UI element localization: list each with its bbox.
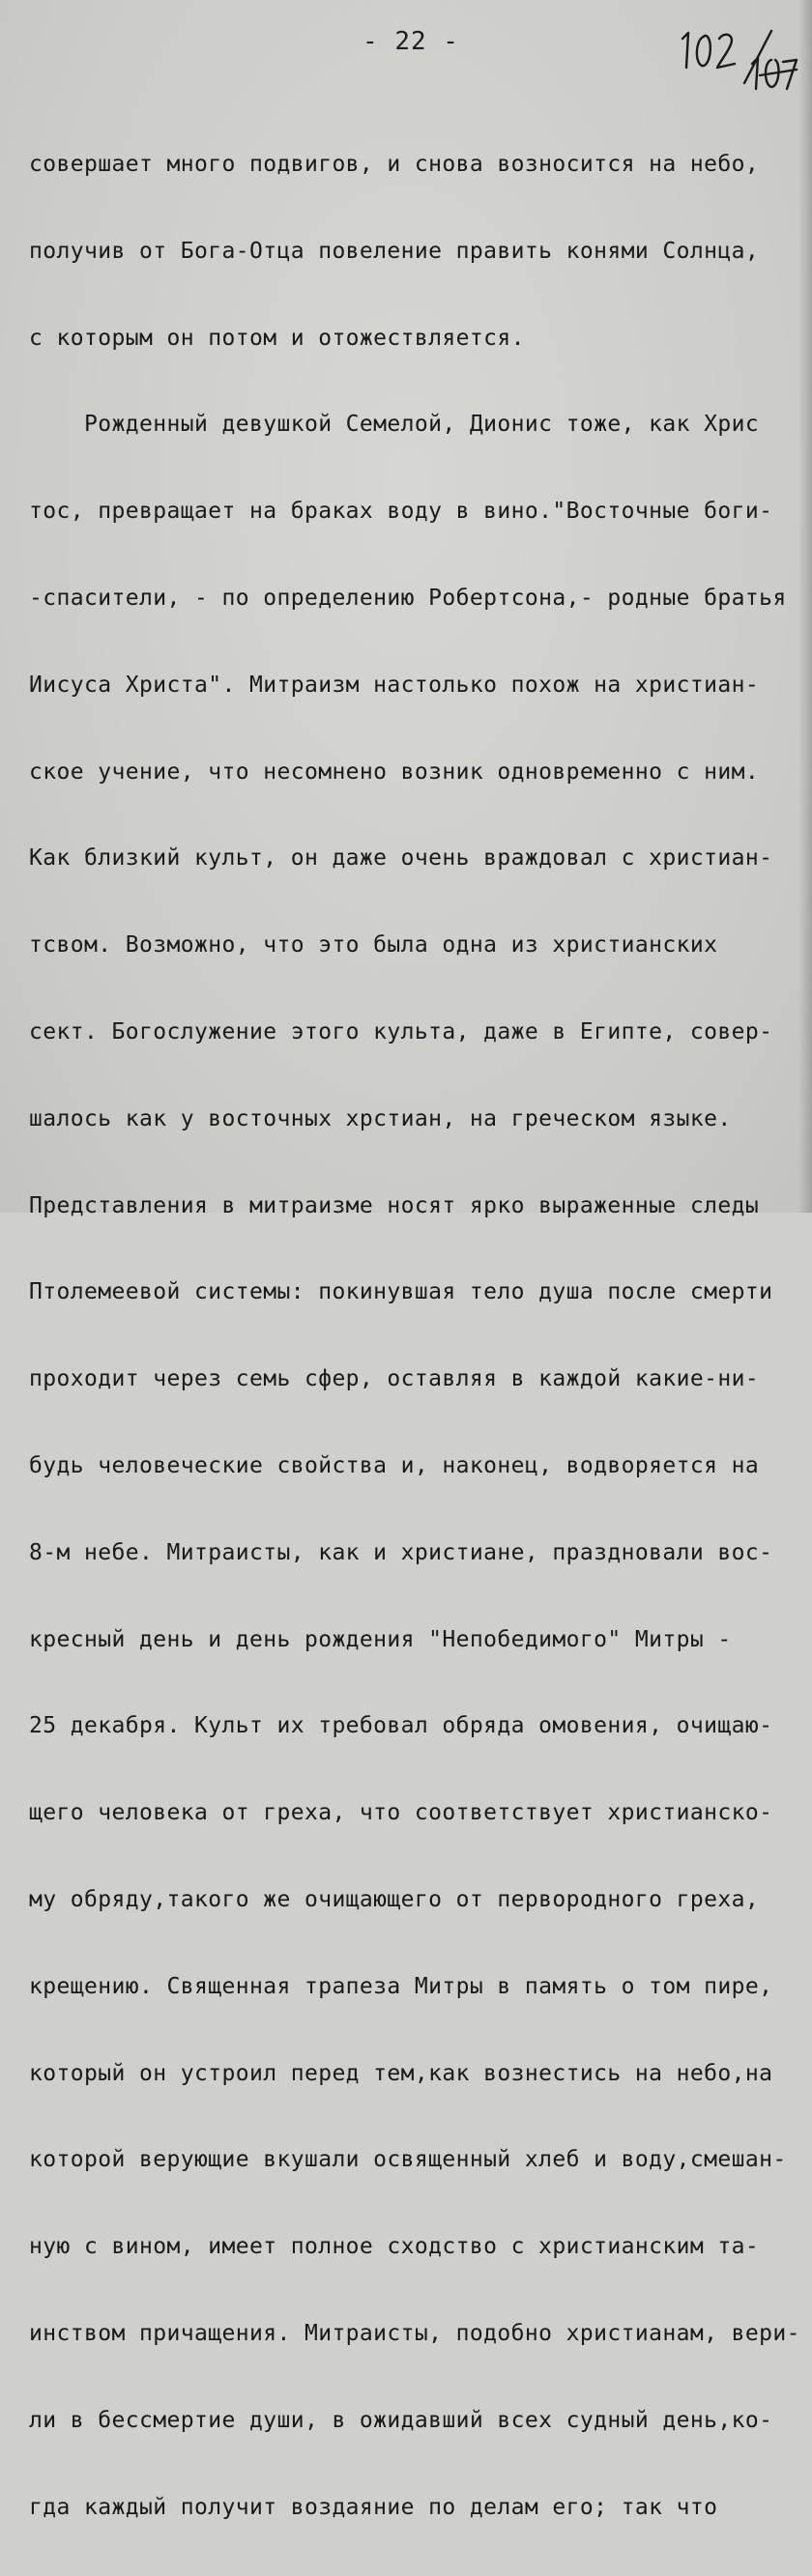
text-line: му обряду,такого же очищающего от первородного греха,	[29, 1886, 760, 1912]
typewritten-body	[29, 97, 812, 2576]
text-line: шалось как у восточных хрстиан, на греческом языке.	[29, 1105, 732, 1131]
text-line: 25 декабря. Культ их требовал обряда омовения, очищаю-	[29, 1713, 773, 1739]
text-line: Представления в митраизме носят ярко выраженные следы	[29, 1192, 760, 1218]
text-line: щего человека от греха, что соответствует христианско-	[29, 1800, 773, 1826]
text-line: тос, превращает на браках воду в вино."Восточные боги-	[29, 499, 773, 525]
text-line: которой верующие вкушали освященный хлеб и воду,смешан-	[29, 2147, 787, 2173]
text-line: проходит через семь сфер, оставляя в каждой какие-ни-	[29, 1366, 760, 1392]
text-line: ную с вином, имеет полное сходство с христианским та-	[29, 2234, 760, 2260]
text-line: совершает много подвигов, и снова возносится на небо,	[29, 152, 760, 177]
text-line: с которым он потом и отожествляется.	[29, 325, 525, 351]
text-line: 8-м небе. Митраисты, как и христиане, праздновали вос-	[29, 1539, 773, 1565]
text-line: ское учение, что несомнено возник одновременно с ним.	[29, 758, 760, 785]
text-line: получив от Бога-Отца повеление править конями Солнца,	[29, 238, 760, 264]
text-line: тсвом. Возможно, что это была одна из христианских	[29, 932, 718, 959]
text-line: будь человеческие свойства и, наконец, водворяется на	[29, 1452, 760, 1478]
text-line: Иисуса Христа". Митраизм настолько похож на христиан-	[29, 672, 760, 698]
text-line: который он устроил перед тем,как вознестись на небо,на	[29, 2060, 773, 2086]
text-line: ли в бессмертие души, в ожидавший всех судный день,ко-	[29, 2407, 773, 2433]
text-line: кресный день и день рождения "Непобедимого" Митры -	[29, 1626, 732, 1652]
text-line: инством причащения. Митраисты, подобно христианам, вери-	[29, 2320, 800, 2346]
text-line: Птолемеевой системы: покинувшая тело душа после смерти	[29, 1279, 773, 1305]
handwritten-archive-mark	[675, 25, 800, 93]
text-line: Рожденный девушкой Семелой, Дионис тоже, как Хрис	[29, 412, 760, 438]
archive-mark-text	[679, 27, 783, 56]
page-number: - 22 -	[362, 27, 459, 56]
text-line: гда каждый получит воздаяние по делам его; так что	[29, 2494, 718, 2520]
text-line: крещению. Священная трапеза Митры в память о том пире,	[29, 1973, 773, 1999]
text-line: -спасители, - по определению Робертсона,- родные братья	[29, 585, 787, 611]
text-line: сект. Богослужение этого культа, даже в Египте, совер-	[29, 1018, 773, 1045]
text-line: Как близкий культ, он даже очень враждовал с христиан-	[29, 845, 773, 872]
